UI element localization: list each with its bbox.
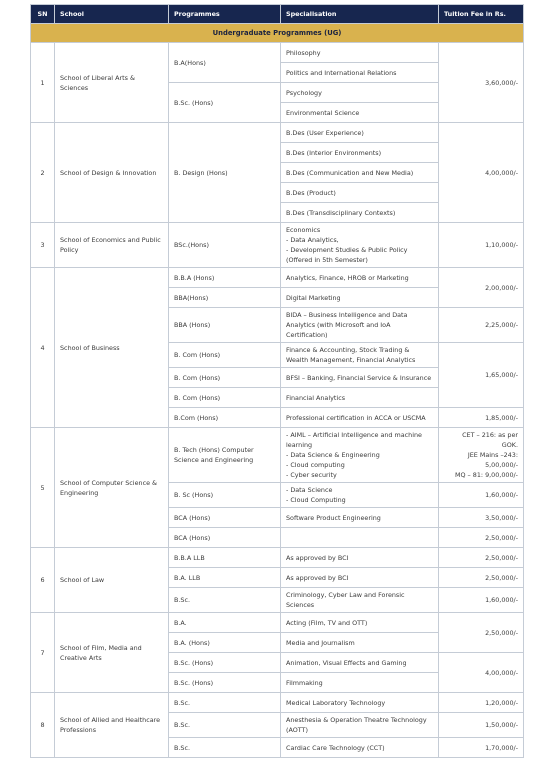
fee-cell: 3,60,000/- (439, 43, 524, 123)
sn-cell: 7 (31, 613, 55, 693)
programme-cell: B.Sc. (169, 588, 281, 613)
sn-cell: 6 (31, 548, 55, 613)
programme-cell: BCA (Hons) (169, 528, 281, 548)
school-cell: School of Business (55, 268, 169, 428)
programme-cell: BBA (Hons) (169, 308, 281, 343)
programme-cell: B. Com (Hons) (169, 388, 281, 408)
programme-cell: BCA (Hons) (169, 508, 281, 528)
programme-cell: B. Com (Hons) (169, 343, 281, 368)
specialisation-cell: Finance & Accounting, Stock Trading & Wealth Management, Financial Analytics (281, 343, 439, 368)
school-cell: School of Computer Science & Engineering (55, 428, 169, 548)
specialisation-cell: BIDA – Business Intelligence and Data Analytics (with Microsoft and IoA Certification) (281, 308, 439, 343)
table-row (31, 123, 524, 143)
programme-cell: B.Sc. (Hons) (169, 83, 281, 123)
programme-cell: B.A. (169, 613, 281, 633)
fee-cell: 1,85,000/- (439, 408, 524, 428)
fee-table (30, 4, 524, 758)
specialisation-cell: Politics and International Relations (281, 63, 439, 83)
specialisation-cell: Economics - Data Analytics, - Development Studies & Public Policy (Offered in 5th Semester) (281, 223, 439, 268)
table-row (31, 693, 524, 713)
specialisation-cell: Analytics, Finance, HROB or Marketing (281, 268, 439, 288)
specialisation-cell: Cardiac Care Technology (CCT) (281, 738, 439, 758)
programme-cell: B.Sc. (169, 713, 281, 738)
specialisation-cell: B.Des (User Experience) (281, 123, 439, 143)
programme-cell: B.Sc. (169, 693, 281, 713)
table-row (31, 268, 524, 288)
specialisation-cell: Philosophy (281, 43, 439, 63)
school-cell: School of Allied and Healthcare Professions (55, 693, 169, 758)
specialisation-cell: Medical Laboratory Technology (281, 693, 439, 713)
table-row (31, 223, 524, 268)
table-row (31, 43, 524, 63)
specialisation-cell: - Data Science - Cloud Computing (281, 483, 439, 508)
specialisation-cell: B.Des (Product) (281, 183, 439, 203)
header-specialisation: Specialisation (281, 5, 439, 24)
specialisation-cell: B.Des (Communication and New Media) (281, 163, 439, 183)
specialisation-cell: Anesthesia & Operation Theatre Technology (AOTT) (281, 713, 439, 738)
fee-cell: 1,20,000/- (439, 693, 524, 713)
specialisation-cell: Digital Marketing (281, 288, 439, 308)
programme-cell: B.Com (Hons) (169, 408, 281, 428)
sn-cell: 4 (31, 268, 55, 428)
fee-cell: 2,25,000/- (439, 308, 524, 343)
school-cell: School of Law (55, 548, 169, 613)
specialisation-cell: As approved by BCI (281, 548, 439, 568)
fee-cell: CET – 216: as per GOK. JEE Mains –243: 5,00,000/- MQ – 81: 9,00,000/- (439, 428, 524, 483)
programme-cell: B.B.A (Hons) (169, 268, 281, 288)
fee-cell: 1,10,000/- (439, 223, 524, 268)
programme-cell: BBA(Hons) (169, 288, 281, 308)
fee-cell: 1,65,000/- (439, 343, 524, 408)
specialisation-cell (281, 528, 439, 548)
table-row (31, 428, 524, 483)
programme-cell: B.Sc. (Hons) (169, 653, 281, 673)
fee-cell: 4,00,000/- (439, 123, 524, 223)
specialisation-cell: B.Des (Transdisciplinary Contexts) (281, 203, 439, 223)
specialisation-cell: Animation, Visual Effects and Gaming (281, 653, 439, 673)
fee-cell: 1,50,000/- (439, 713, 524, 738)
programme-cell: B. Design (Hons) (169, 123, 281, 223)
specialisation-cell: Professional certification in ACCA or USCMA (281, 408, 439, 428)
programme-cell: B.B.A LLB (169, 548, 281, 568)
specialisation-cell: - AIML – Artificial Intelligence and machine learning - Data Science & Engineering - Cloud computing - Cyber security (281, 428, 439, 483)
programme-cell: B.A. (Hons) (169, 633, 281, 653)
specialisation-cell: As approved by BCI (281, 568, 439, 588)
programme-cell: BSc.(Hons) (169, 223, 281, 268)
header-programmes: Programmes (169, 5, 281, 24)
fee-cell: 2,50,000/- (439, 613, 524, 653)
fee-cell: 3,50,000/- (439, 508, 524, 528)
header-sn: SN (31, 5, 55, 24)
school-cell: School of Economics and Public Policy (55, 223, 169, 268)
specialisation-cell: Software Product Engineering (281, 508, 439, 528)
fee-cell: 2,50,000/- (439, 528, 524, 548)
specialisation-cell: Financial Analytics (281, 388, 439, 408)
programme-cell: B. Com (Hons) (169, 368, 281, 388)
programme-cell: B. Tech (Hons) Computer Science and Engineering (169, 428, 281, 483)
fee-cell: 1,60,000/- (439, 483, 524, 508)
sn-cell: 3 (31, 223, 55, 268)
header-fee: Tuition Fee in Rs. (439, 5, 524, 24)
specialisation-cell: Acting (Film, TV and OTT) (281, 613, 439, 633)
section-row (31, 24, 524, 43)
sn-cell: 2 (31, 123, 55, 223)
sn-cell: 1 (31, 43, 55, 123)
school-cell: School of Film, Media and Creative Arts (55, 613, 169, 693)
sn-cell: 8 (31, 693, 55, 758)
specialisation-cell: Environmental Science (281, 103, 439, 123)
table-row (31, 613, 524, 633)
programme-cell: B. Sc (Hons) (169, 483, 281, 508)
fee-cell: 1,70,000/- (439, 738, 524, 758)
header-school: School (55, 5, 169, 24)
programme-cell: B.Sc. (169, 738, 281, 758)
school-cell: School of Liberal Arts & Sciences (55, 43, 169, 123)
fee-cell: 2,50,000/- (439, 568, 524, 588)
specialisation-cell: Criminology, Cyber Law and Forensic Sciences (281, 588, 439, 613)
sn-cell: 5 (31, 428, 55, 548)
specialisation-cell: B.Des (Interior Environments) (281, 143, 439, 163)
specialisation-cell: Filmmaking (281, 673, 439, 693)
section-title: Undergraduate Programmes (UG) (31, 24, 524, 43)
school-cell: School of Design & Innovation (55, 123, 169, 223)
programme-cell: B.Sc. (Hons) (169, 673, 281, 693)
fee-cell: 2,50,000/- (439, 548, 524, 568)
fee-cell: 1,60,000/- (439, 588, 524, 613)
table-row (31, 548, 524, 568)
specialisation-cell: Media and Journalism (281, 633, 439, 653)
fee-cell: 2,00,000/- (439, 268, 524, 308)
programme-cell: B.A(Hons) (169, 43, 281, 83)
programme-cell: B.A. LLB (169, 568, 281, 588)
specialisation-cell: BFSI – Banking, Financial Service & Insurance (281, 368, 439, 388)
header-row (31, 5, 524, 24)
specialisation-cell: Psychology (281, 83, 439, 103)
fee-cell: 4,00,000/- (439, 653, 524, 693)
